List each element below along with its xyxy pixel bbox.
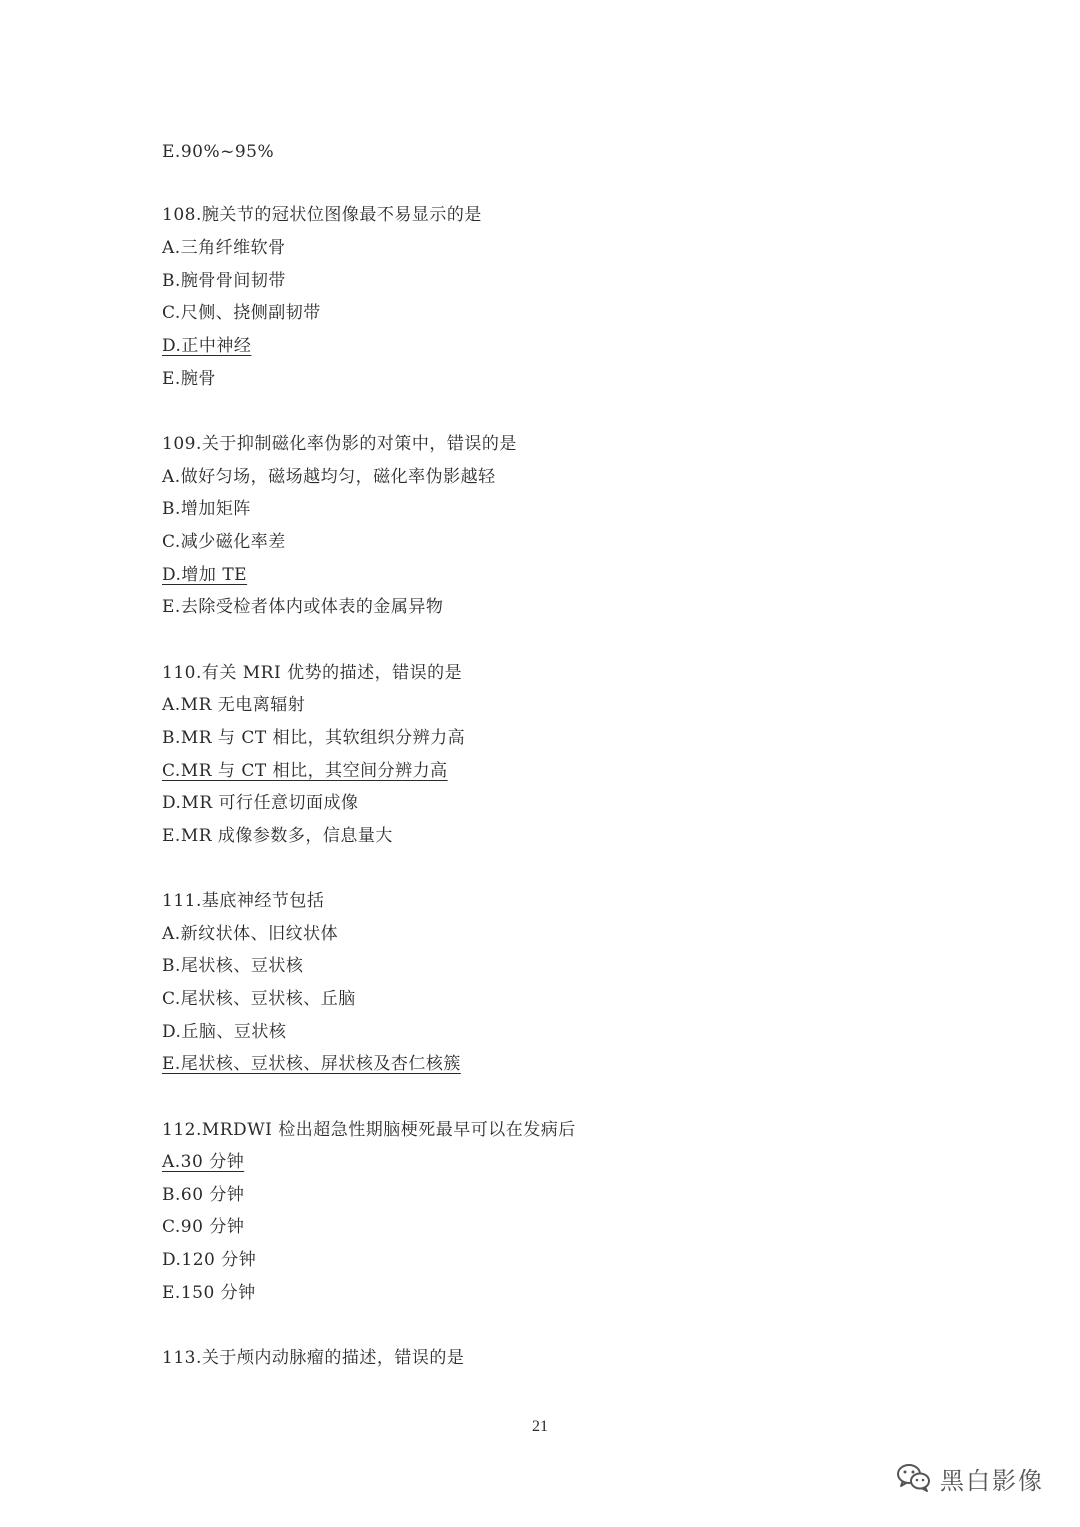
option-e: E.90%~95% (162, 142, 275, 162)
option-d: D.丘脑、豆状核 (162, 1022, 287, 1042)
wechat-icon (896, 1462, 932, 1494)
option-c: C.90 分钟 (162, 1217, 245, 1237)
option-d-correct: D.增加 TE (162, 565, 248, 585)
option-b: B.增加矩阵 (162, 499, 251, 519)
option-a: A.MR 无电离辐射 (162, 695, 306, 715)
option-a-correct: A.30 分钟 (162, 1152, 245, 1172)
question-title: 108.腕关节的冠状位图像最不易显示的是 (162, 205, 482, 225)
option-a: A.新纹状体、旧纹状体 (162, 924, 339, 944)
option-a: A.做好匀场，磁场越均匀，磁化率伪影越轻 (162, 467, 496, 487)
option-e: E.去除受检者体内或体表的金属异物 (162, 597, 444, 617)
option-c: C.尾状核、豆状核、丘脑 (162, 989, 356, 1009)
option-e: E.150 分钟 (162, 1283, 256, 1303)
option-b: B.腕骨骨间韧带 (162, 271, 286, 291)
watermark-text: 黑白影像 (940, 1466, 1044, 1495)
page-number: 21 (532, 1418, 548, 1435)
option-c: C.尺侧、挠侧副韧带 (162, 303, 321, 323)
question-title: 111.基底神经节包括 (162, 891, 325, 911)
question-title: 110.有关 MRI 优势的描述，错误的是 (162, 663, 463, 683)
option-e-correct: E.尾状核、豆状核、屏状核及杏仁核簇 (162, 1054, 461, 1074)
watermark (896, 1458, 1044, 1498)
option-d-correct: D.正中神经 (162, 336, 252, 356)
option-b: B.尾状核、豆状核 (162, 956, 304, 976)
question-title: 109.关于抑制磁化率伪影的对策中，错误的是 (162, 434, 517, 454)
option-e: E.腕骨 (162, 369, 216, 389)
option-e: E.MR 成像参数多，信息量大 (162, 826, 393, 846)
question-title: 112.MRDWI 检出超急性期脑梗死最早可以在发病后 (162, 1120, 576, 1140)
question-title: 113.关于颅内动脉瘤的描述，错误的是 (162, 1348, 465, 1368)
option-d: D.120 分钟 (162, 1250, 257, 1270)
option-c-correct: C.MR 与 CT 相比，其空间分辨力高 (162, 761, 448, 781)
option-b: B.MR 与 CT 相比，其软组织分辨力高 (162, 728, 466, 748)
option-b: B.60 分钟 (162, 1185, 245, 1205)
option-c: C.减少磁化率差 (162, 532, 286, 552)
option-d: D.MR 可行任意切面成像 (162, 793, 359, 813)
option-a: A.三角纤维软骨 (162, 238, 286, 258)
